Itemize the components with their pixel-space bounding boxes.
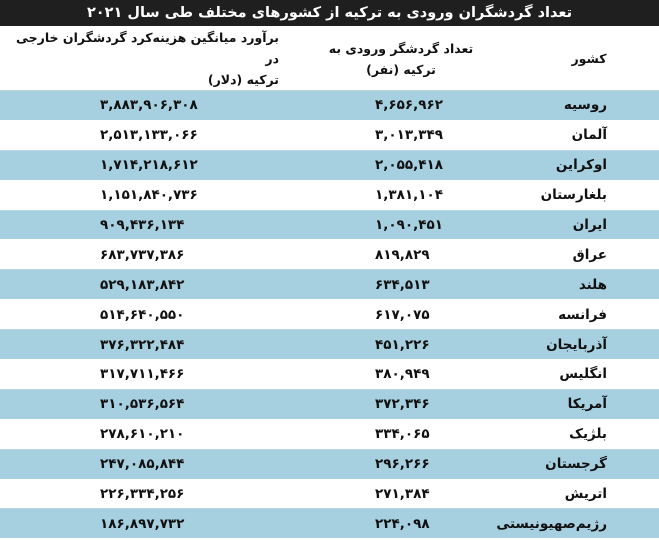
country-cell: گرجستان <box>519 449 659 479</box>
table-row <box>0 449 659 479</box>
spending-cell: ۵۱۴,۶۴۰,۵۵۰ <box>0 300 283 330</box>
spending-cell: ۶۸۳,۷۳۷,۳۸۶ <box>0 240 283 270</box>
table-row <box>0 150 659 180</box>
tourist-count-cell: ۳۷۲,۳۴۶ <box>283 389 519 419</box>
country-cell: هلند <box>519 270 659 300</box>
table-header <box>0 27 659 91</box>
tourist-count-cell: ۴,۶۵۶,۹۶۲ <box>283 91 519 121</box>
spending-cell: ۲۴۷,۰۸۵,۸۴۴ <box>0 449 283 479</box>
country-cell: رژیم‌صهیونیستی <box>519 509 659 539</box>
country-cell: عراق <box>519 240 659 270</box>
header-spend <box>0 27 283 91</box>
header-count <box>283 27 519 91</box>
header-row <box>0 27 659 91</box>
country-cell: اتریش <box>519 479 659 509</box>
spending-cell: ۱,۱۵۱,۸۴۰,۷۳۶ <box>0 180 283 210</box>
table-row <box>0 180 659 210</box>
country-cell: ایران <box>519 210 659 240</box>
header-count-line1: تعداد گردشگر ورودی به <box>328 40 474 56</box>
table-row <box>0 419 659 449</box>
country-cell: بلغارستان <box>519 180 659 210</box>
country-cell: آمریکا <box>519 389 659 419</box>
country-cell: آلمان <box>519 120 659 150</box>
spending-cell: ۱,۷۱۴,۲۱۸,۶۱۲ <box>0 150 283 180</box>
table-row <box>0 330 659 360</box>
table-row <box>0 91 659 121</box>
table-row <box>0 270 659 300</box>
tourist-count-cell: ۲۷۱,۳۸۴ <box>283 479 519 509</box>
country-cell: فرانسه <box>519 300 659 330</box>
table-row <box>0 389 659 419</box>
country-cell: روسیه <box>519 91 659 121</box>
tourist-count-cell: ۲۹۶,۲۶۶ <box>283 449 519 479</box>
table-row <box>0 210 659 240</box>
spending-cell: ۹۰۹,۴۳۶,۱۳۴ <box>0 210 283 240</box>
spending-cell: ۵۲۹,۱۸۳,۸۴۲ <box>0 270 283 300</box>
tourist-count-cell: ۳۸۰,۹۴۹ <box>283 360 519 390</box>
header-country: کشور <box>519 27 659 91</box>
country-cell: اوکراین <box>519 150 659 180</box>
header-spend-line2: ترکیه (دلار) <box>207 72 279 87</box>
tourist-count-cell: ۳,۰۱۳,۳۴۹ <box>283 120 519 150</box>
spending-cell: ۳۷۶,۳۲۲,۴۸۴ <box>0 330 283 360</box>
spending-cell: ۳,۸۸۳,۹۰۶,۳۰۸ <box>0 91 283 121</box>
spending-cell: ۳۱۷,۷۱۱,۴۶۶ <box>0 360 283 390</box>
header-spend-line1: برآورد میانگین هزینه‌کرد گردشگران خارجی در <box>16 30 279 66</box>
country-cell: انگلیس <box>519 360 659 390</box>
table-row <box>0 240 659 270</box>
tourist-count-cell: ۲۲۴,۰۹۸ <box>283 509 519 539</box>
table-row <box>0 120 659 150</box>
spending-cell: ۲۲۶,۳۳۴,۲۵۶ <box>0 479 283 509</box>
table-row <box>0 509 659 539</box>
spending-cell: ۲,۵۱۳,۱۳۳,۰۶۶ <box>0 120 283 150</box>
table-body <box>0 91 659 539</box>
header-count-line2: ترکیه (نفر) <box>366 61 436 77</box>
tourist-count-cell: ۳۳۴,۰۶۵ <box>283 419 519 449</box>
tourist-count-cell: ۱,۰۹۰,۴۵۱ <box>283 210 519 240</box>
tourist-count-cell: ۸۱۹,۸۲۹ <box>283 240 519 270</box>
tourist-count-cell: ۱,۳۸۱,۱۰۴ <box>283 180 519 210</box>
table-title: تعداد گردشگران ورودی به ترکیه از کشورهای مختلف طی سال ۲۰۲۱ <box>0 0 659 26</box>
spending-cell: ۱۸۶,۸۹۷,۷۳۲ <box>0 509 283 539</box>
spending-cell: ۳۱۰,۵۳۶,۵۶۴ <box>0 389 283 419</box>
table-row <box>0 300 659 330</box>
spending-cell: ۲۷۸,۶۱۰,۲۱۰ <box>0 419 283 449</box>
country-cell: بلژیک <box>519 419 659 449</box>
tourist-count-cell: ۴۵۱,۲۲۶ <box>283 330 519 360</box>
table-row <box>0 360 659 390</box>
tourist-count-cell: ۲,۰۵۵,۴۱۸ <box>283 150 519 180</box>
country-cell: آذربایجان <box>519 330 659 360</box>
tourist-count-cell: ۶۱۷,۰۷۵ <box>283 300 519 330</box>
tourists-table <box>0 27 659 539</box>
table-row <box>0 479 659 509</box>
tourist-count-cell: ۶۳۴,۵۱۳ <box>283 270 519 300</box>
